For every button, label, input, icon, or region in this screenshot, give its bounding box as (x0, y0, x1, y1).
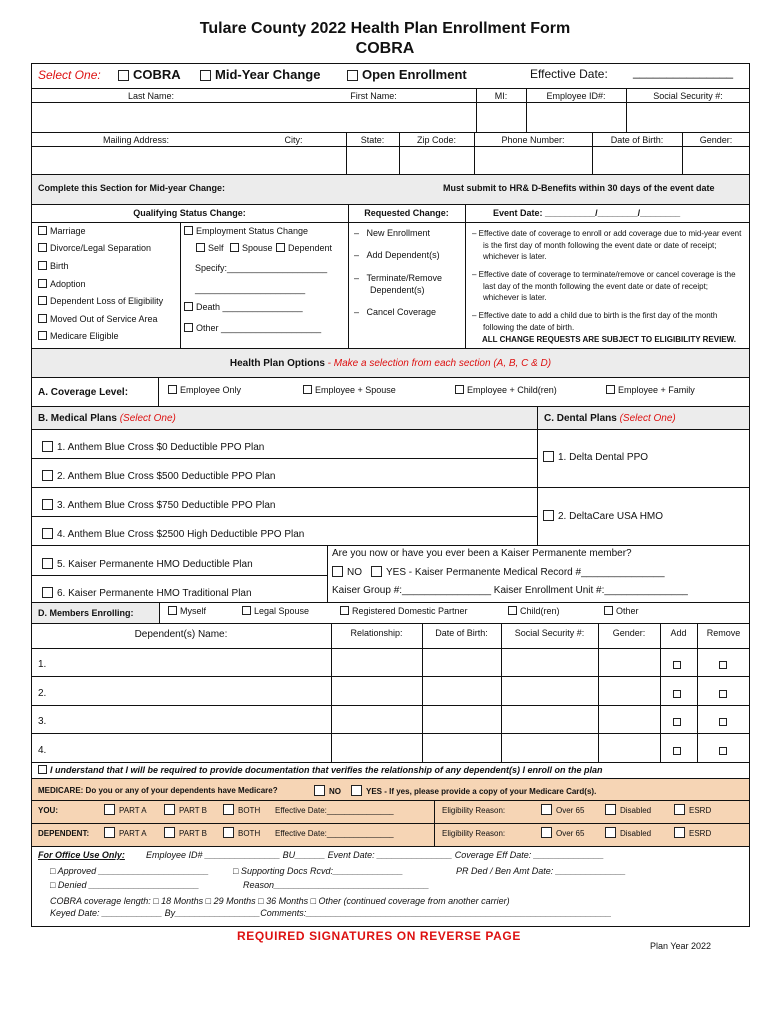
form-title: Tulare County 2022 Health Plan Enrollment Form (199, 20, 571, 37)
checkbox-icon[interactable] (38, 243, 47, 252)
checkbox-icon[interactable] (38, 261, 47, 270)
checkbox-icon[interactable] (455, 385, 464, 394)
checkbox-icon[interactable] (104, 827, 115, 838)
medical-plans-label: B. Medical Plans (Select One) (38, 413, 176, 424)
checkbox-icon[interactable] (719, 690, 727, 698)
medical-plan-4[interactable]: 4. Anthem Blue Cross $2500 High Deductible PPO Plan (42, 528, 304, 540)
ssn-label: Social Security #: (653, 91, 723, 101)
status-divorce[interactable]: Divorce/Legal Separation (38, 243, 151, 253)
dep-part-a[interactable]: PART A (104, 827, 147, 838)
checkbox-icon[interactable] (674, 827, 685, 838)
member-children[interactable]: Child(ren) (508, 606, 560, 616)
checkbox-icon[interactable] (223, 827, 234, 838)
cobra-option[interactable]: COBRA (118, 67, 181, 82)
effective-note-2: – Effective date of coverage to terminate/remove or cancel coverage is the last day of the month following the event date or date of receipt; whichever is later. (472, 270, 736, 302)
dep-ssn-header: Social Security #: (514, 628, 585, 638)
checkbox-icon[interactable] (541, 827, 552, 838)
req-cancel: – Cancel Coverage (354, 307, 437, 317)
effective-date-label: Effective Date: (530, 67, 608, 81)
event-date-field[interactable]: Event Date: __________/________/________ (493, 208, 681, 218)
medicare-yes[interactable]: YES - If yes, please provide a copy of your Medicare Card(s). (351, 785, 596, 796)
state-label: State: (360, 135, 385, 145)
emp-dependent[interactable]: Dependent (276, 243, 332, 253)
emp-self[interactable]: Self (196, 243, 224, 253)
req-terminate: – Terminate/Remove Dependent(s) (354, 273, 443, 295)
checkbox-icon[interactable] (351, 785, 362, 796)
coverage-employee-children[interactable]: Employee + Child(ren) (455, 385, 557, 395)
midyear-title: Complete this Section for Mid-year Change: (38, 183, 226, 193)
status-medicare[interactable]: Medicare Eligible (38, 331, 119, 341)
status-loss-eligibility[interactable]: Dependent Loss of Eligibility (38, 296, 163, 306)
status-adoption[interactable]: Adoption (38, 279, 86, 289)
midyear-option[interactable]: Mid-Year Change (200, 67, 320, 82)
dep-gender-header: Gender: (612, 628, 646, 638)
status-other[interactable]: Other ____________________ (184, 323, 321, 333)
checkbox-icon[interactable] (673, 690, 681, 698)
first-name-label: First Name: (350, 91, 397, 101)
medicare-dependent-label: DEPENDENT: (38, 829, 90, 838)
dep-remove-header: Remove (706, 628, 741, 638)
options-title: Health Plan Options - Make a selection from each section (A, B, C & D) (229, 358, 552, 369)
checkbox-icon[interactable] (303, 385, 312, 394)
requested-header: Requested Change: (364, 208, 449, 218)
checkbox-icon[interactable] (332, 566, 343, 577)
understand-statement[interactable]: I understand that I will be required to provide documentation that verifies the relationship of any dependent(s) I enroll on the plan (38, 765, 603, 775)
office-keyed-date: Keyed Date: ____________ By_________________Comments:_____________________________________________________________ (50, 908, 612, 918)
checkbox-icon[interactable] (38, 226, 47, 235)
open-enrollment-option[interactable]: Open Enrollment (347, 67, 467, 82)
checkbox-icon[interactable] (719, 747, 727, 755)
dep-add-header: Add (670, 628, 687, 638)
member-domestic-partner[interactable]: Registered Domestic Partner (340, 606, 468, 616)
checkbox-icon[interactable] (223, 804, 234, 815)
dep-row-4-remove[interactable] (719, 741, 729, 759)
member-spouse[interactable]: Legal Spouse (242, 606, 309, 616)
checkbox-icon[interactable] (543, 451, 554, 462)
checkbox-icon[interactable] (242, 606, 251, 615)
checkbox-icon[interactable] (673, 661, 681, 669)
checkbox-icon[interactable] (605, 804, 616, 815)
signatures-notice: REQUIRED SIGNATURES ON REVERSE PAGE (237, 929, 521, 943)
medical-plan-6[interactable]: 6. Kaiser Permanente HMO Traditional Plan (42, 587, 252, 599)
checkbox-icon[interactable] (42, 470, 53, 481)
coverage-employee-family[interactable]: Employee + Family (606, 385, 695, 395)
dep-relationship-header: Relationship: (350, 628, 403, 638)
checkbox-icon[interactable] (314, 785, 325, 796)
office-supporting-docs: □ Supporting Docs Rcvd:______________ (233, 866, 404, 876)
checkbox-icon[interactable] (164, 804, 175, 815)
status-employment[interactable]: Employment Status Change (184, 226, 308, 236)
you-disabled[interactable]: Disabled (605, 804, 651, 815)
medical-plan-3[interactable]: 3. Anthem Blue Cross $750 Deductible PPO Plan (42, 499, 275, 511)
phone-label: Phone Number: (501, 135, 565, 145)
checkbox-icon[interactable] (38, 331, 47, 340)
you-eligibility-label: Eligibility Reason: (442, 806, 506, 815)
you-esrd[interactable]: ESRD (674, 804, 711, 815)
checkbox-icon[interactable] (276, 243, 285, 252)
dep-row-1-remove[interactable] (719, 655, 729, 673)
checkbox-icon[interactable] (230, 243, 239, 252)
emp-spouse[interactable]: Spouse (230, 243, 273, 253)
dep-both[interactable]: BOTH (223, 827, 260, 838)
office-reason: Reason_______________________________ (243, 880, 430, 890)
checkbox-icon[interactable] (371, 566, 382, 577)
checkbox-icon[interactable] (719, 661, 727, 669)
select-one-label: Select One: (38, 68, 101, 82)
checkbox-icon[interactable] (673, 747, 681, 755)
dep-name-header: Dependent(s) Name: (134, 629, 228, 640)
office-employee-id-line: Employee ID# _______________ BU______ Event Date: _______________ Coverage Eff Date: ______________ (146, 850, 604, 860)
dep-row-3-add[interactable] (673, 712, 683, 730)
checkbox-icon[interactable] (42, 587, 53, 598)
dep-row-2-remove[interactable] (719, 684, 729, 702)
office-pr-ded: PR Ded / Ben Amt Date: ______________ (456, 866, 626, 876)
office-use-label: For Office Use Only: (38, 850, 125, 860)
you-over-65[interactable]: Over 65 (541, 804, 584, 815)
checkbox-icon[interactable] (184, 323, 193, 332)
coverage-employee-only[interactable]: Employee Only (168, 385, 241, 395)
kaiser-yes[interactable]: YES - Kaiser Permanente Medical Record #_______________ (371, 566, 665, 578)
checkbox-icon[interactable] (340, 606, 349, 615)
effective-date-field[interactable]: _______________ (633, 65, 734, 79)
checkbox-icon[interactable] (42, 441, 53, 452)
coverage-level-label: A. Coverage Level: (38, 387, 129, 398)
checkbox-icon[interactable] (38, 296, 47, 305)
checkbox-icon[interactable] (347, 70, 358, 81)
dep-esrd[interactable]: ESRD (674, 827, 711, 838)
checkbox-icon[interactable] (42, 528, 53, 539)
office-denied: □ Denied ______________________ (50, 880, 200, 890)
kaiser-no[interactable]: NO (332, 566, 362, 578)
checkbox-icon[interactable] (118, 70, 129, 81)
dental-plan-1[interactable]: 1. Delta Dental PPO (543, 451, 648, 463)
plan-year-label: Plan Year 2022 (650, 941, 712, 951)
dental-plans-label: C. Dental Plans (Select One) (544, 413, 676, 424)
zip-label: Zip Code: (416, 135, 457, 145)
dep-eligibility-label: Eligibility Reason: (442, 829, 506, 838)
checkbox-icon[interactable] (168, 385, 177, 394)
office-cobra-length: COBRA coverage length: □ 18 Months □ 29 Months □ 36 Months □ Other (continued coverage from another carrier) (50, 896, 510, 906)
members-enrolling-label: D. Members Enrolling: (38, 608, 134, 618)
dep-row-3: 3. (38, 716, 47, 727)
dep-over-65[interactable]: Over 65 (541, 827, 584, 838)
kaiser-group-field[interactable]: Kaiser Group #:________________ Kaiser Enrollment Unit #:_______________ (332, 585, 688, 596)
you-part-a[interactable]: PART A (104, 804, 147, 815)
req-add-dependent: – Add Dependent(s) (354, 250, 440, 260)
checkbox-icon[interactable] (543, 510, 554, 521)
address-input-row[interactable] (31, 147, 750, 173)
specify-field[interactable]: Specify:____________________ (195, 263, 328, 273)
dep-disabled[interactable]: Disabled (605, 827, 651, 838)
mi-label: MI: (494, 91, 508, 101)
checkbox-icon[interactable] (605, 827, 616, 838)
checkbox-icon[interactable] (719, 718, 727, 726)
dental-plan-2[interactable]: 2. DeltaCare USA HMO (543, 510, 663, 522)
member-myself[interactable]: Myself (168, 606, 206, 616)
midyear-submit-note: Must submit to HR& D-Benefits within 30 days of the event date (443, 183, 715, 193)
last-name-label: Last Name: (127, 91, 175, 101)
checkbox-icon[interactable] (104, 804, 115, 815)
checkbox-icon[interactable] (604, 606, 613, 615)
checkbox-icon[interactable] (541, 804, 552, 815)
status-birth[interactable]: Birth (38, 261, 69, 271)
medical-plan-5[interactable]: 5. Kaiser Permanente HMO Deductible Plan (42, 558, 253, 570)
dep-effective-date[interactable]: Effective Date:_______________ (275, 829, 394, 838)
checkbox-icon[interactable] (38, 279, 47, 288)
dob-label: Date of Birth: (610, 135, 664, 145)
kaiser-question: Are you now or have you ever been a Kaiser Permanente member? (332, 548, 632, 559)
medical-plan-2[interactable]: 2. Anthem Blue Cross $500 Deductible PPO Plan (42, 470, 275, 482)
checkbox-icon[interactable] (42, 499, 53, 510)
medicare-no[interactable]: NO (314, 785, 341, 796)
dep-row-1: 1. (38, 659, 47, 670)
checkbox-icon[interactable] (673, 718, 681, 726)
checkbox-icon[interactable] (38, 314, 47, 323)
dep-row-2: 2. (38, 688, 47, 699)
checkbox-icon[interactable] (42, 558, 53, 569)
dep-row-3-remove[interactable] (719, 712, 729, 730)
member-other[interactable]: Other (604, 606, 639, 616)
dep-row-4: 4. (38, 745, 47, 756)
form-subtitle: COBRA (355, 40, 415, 57)
checkbox-icon[interactable] (184, 226, 193, 235)
mailing-address-label: Mailing Address: (102, 135, 170, 145)
name-input-row[interactable] (31, 103, 750, 131)
medicare-you-label: YOU: (38, 806, 58, 815)
dep-row-4-add[interactable] (673, 741, 683, 759)
checkbox-icon[interactable] (196, 243, 205, 252)
gender-label: Gender: (699, 135, 733, 145)
qualifying-header: Qualifying Status Change: (133, 208, 246, 218)
you-part-b[interactable]: PART B (164, 804, 207, 815)
status-marriage[interactable]: Marriage (38, 226, 86, 236)
checkbox-icon[interactable] (606, 385, 615, 394)
city-label: City: (284, 135, 303, 145)
checkbox-icon[interactable] (674, 804, 685, 815)
dep-row-1-add[interactable] (673, 655, 683, 673)
office-approved: □ Approved ______________________ (50, 866, 209, 876)
employee-id-label: Employee ID#: (546, 91, 606, 101)
checkbox-icon[interactable] (168, 606, 177, 615)
specify-line[interactable]: ______________________ (195, 284, 306, 294)
checkbox-icon[interactable] (164, 827, 175, 838)
medicare-question: MEDICARE: Do you or any of your dependents have Medicare? (38, 786, 278, 795)
coverage-employee-spouse[interactable]: Employee + Spouse (303, 385, 396, 395)
dep-part-b[interactable]: PART B (164, 827, 207, 838)
medical-plan-1[interactable]: 1. Anthem Blue Cross $0 Deductible PPO Plan (42, 441, 264, 453)
req-new-enrollment: – New Enrollment (354, 228, 431, 238)
effective-note-3: – Effective date to add a child due to birth is the first day of the month following the date of birth. (472, 311, 718, 332)
eligibility-review-note: ALL CHANGE REQUESTS ARE SUBJECT TO ELIGIBILITY REVIEW. (482, 335, 736, 344)
dep-dob-header: Date of Birth: (435, 628, 488, 638)
status-death[interactable]: Death ________________ (184, 302, 303, 312)
checkbox-icon[interactable] (184, 302, 193, 311)
status-moved[interactable]: Moved Out of Service Area (38, 314, 158, 324)
you-effective-date[interactable]: Effective Date:_______________ (275, 806, 394, 815)
checkbox-icon[interactable] (38, 765, 47, 774)
effective-note-1: – Effective date of coverage to enroll or add coverage due to mid-year event is the first day of month following the event date or date of receipt; whichever is later. (472, 229, 742, 261)
checkbox-icon[interactable] (200, 70, 211, 81)
you-both[interactable]: BOTH (223, 804, 260, 815)
checkbox-icon[interactable] (508, 606, 517, 615)
dep-row-2-add[interactable] (673, 684, 683, 702)
